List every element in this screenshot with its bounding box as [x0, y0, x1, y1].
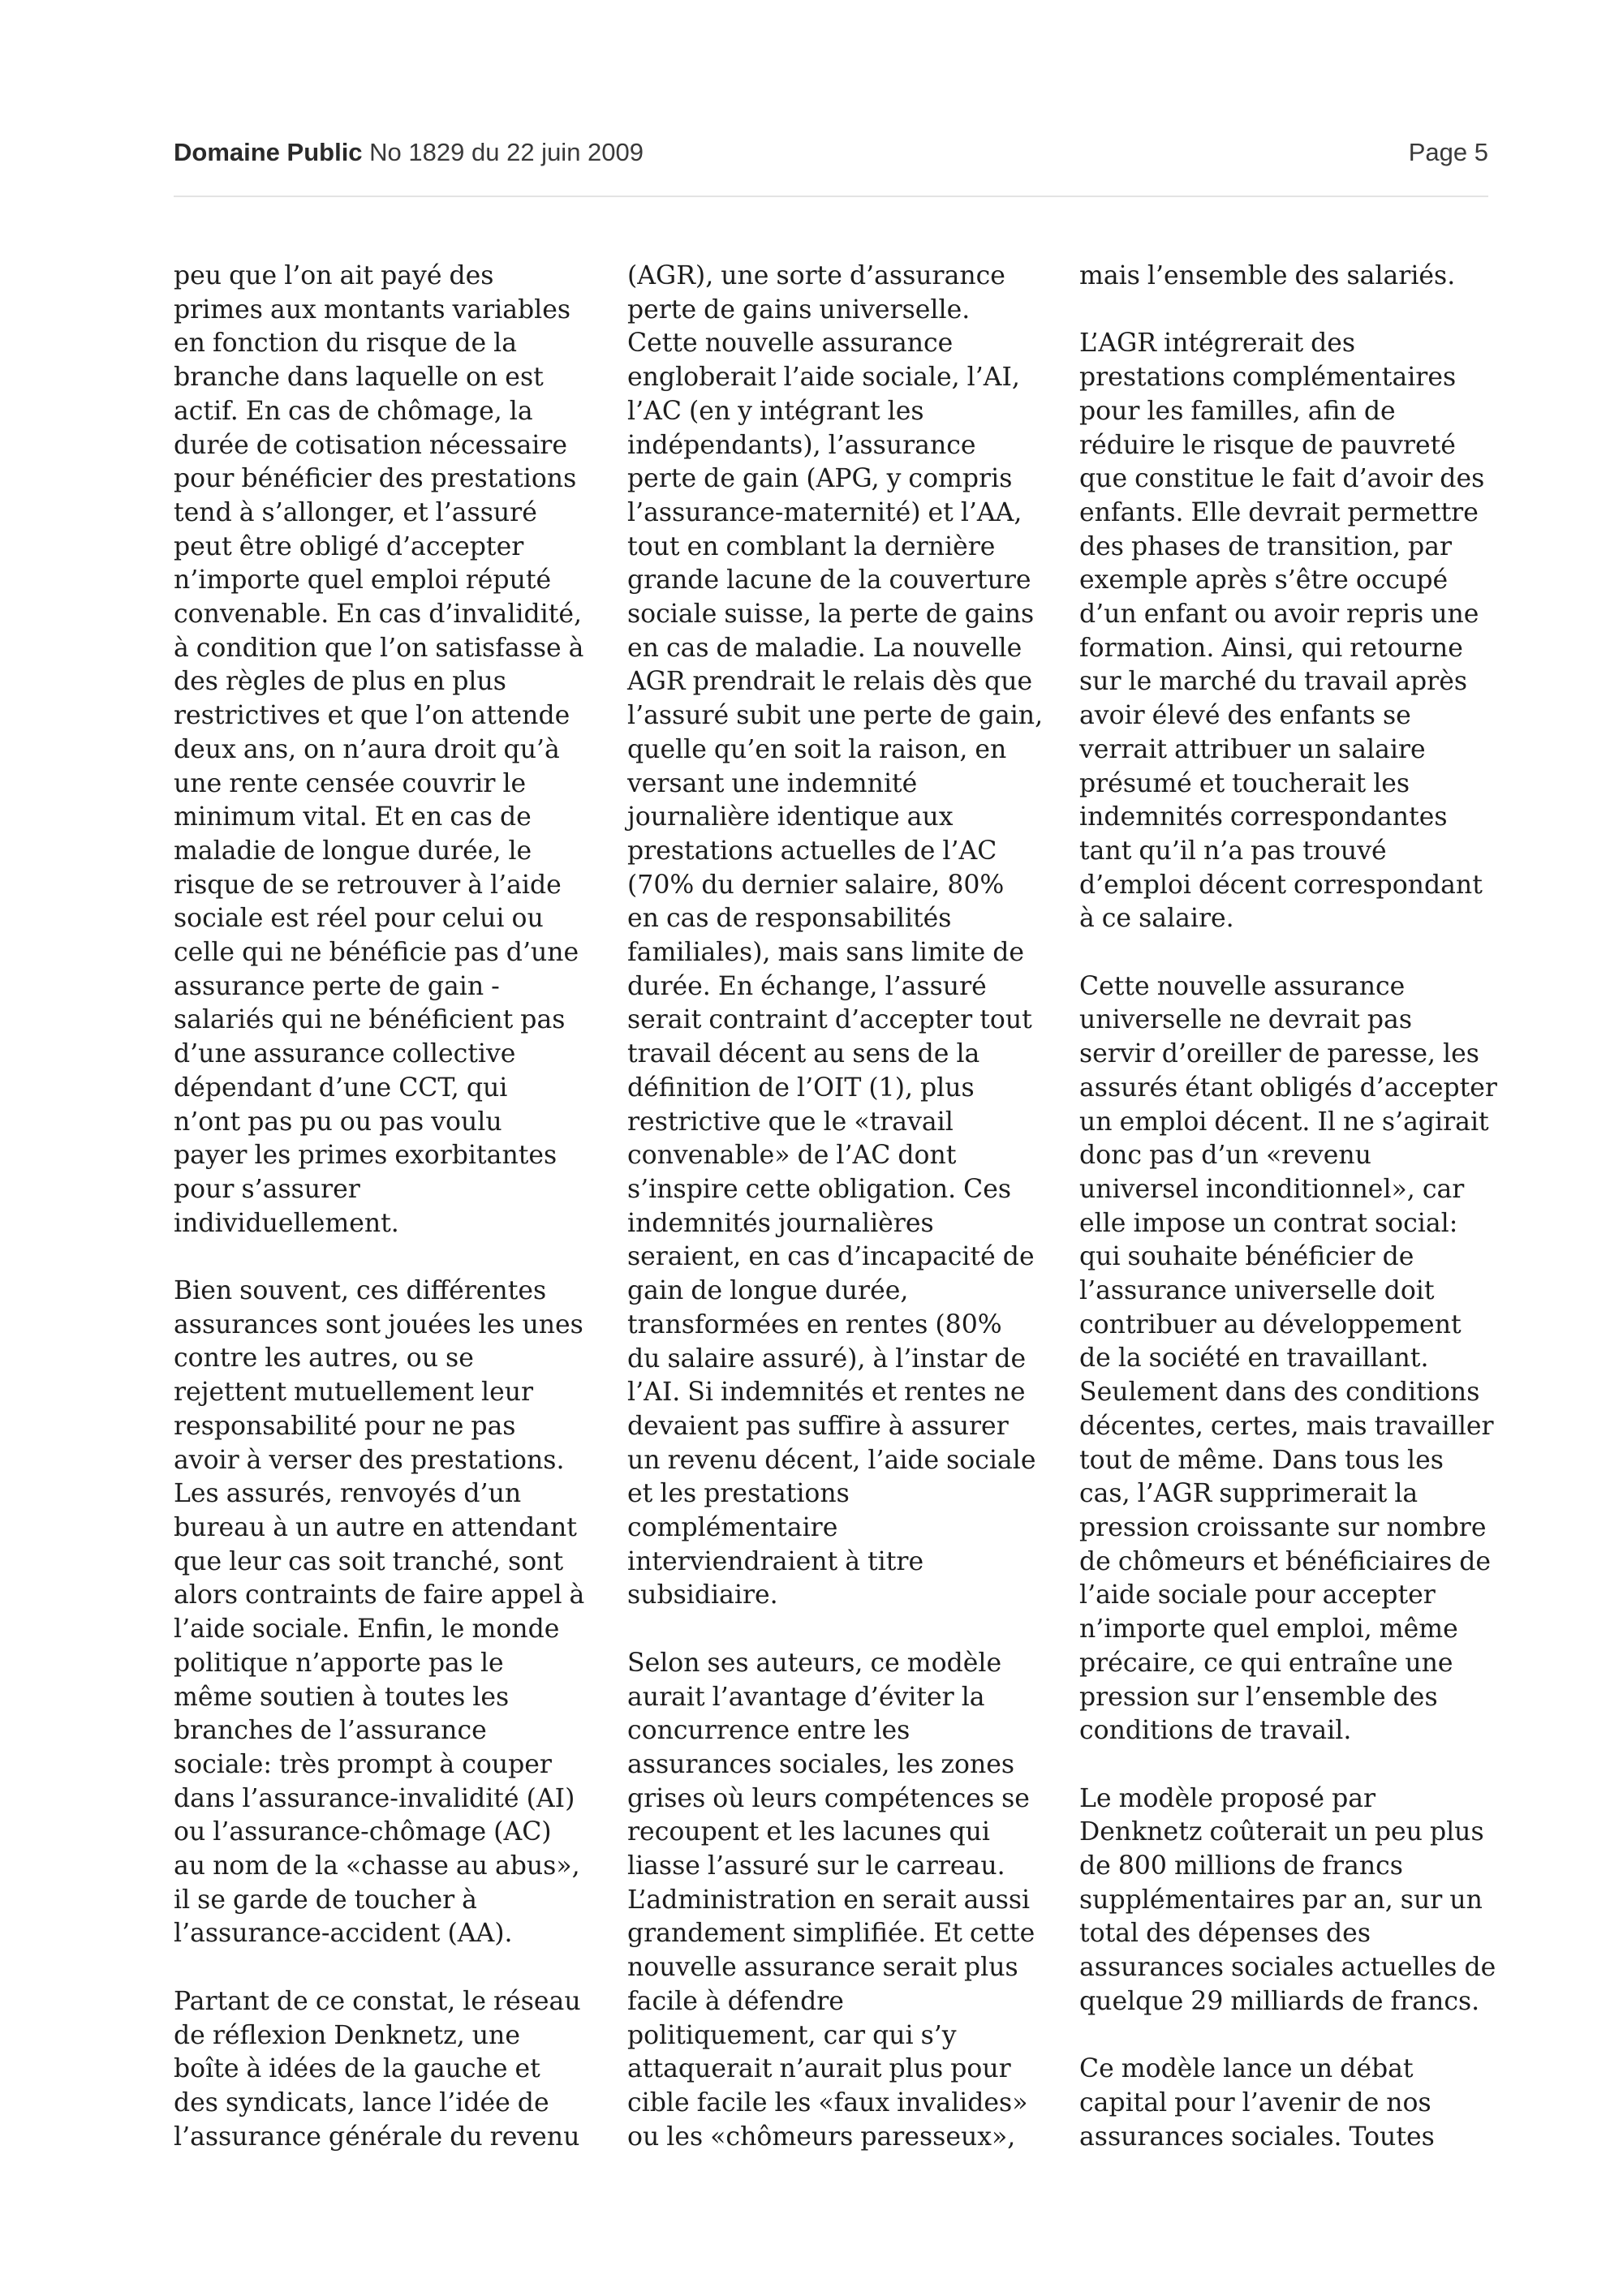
issue-info: No 1829 du 22 juin 2009	[369, 138, 644, 166]
text-column-2	[627, 260, 1049, 2154]
paragraph: Partant de ce constat, le réseau de réflexion Denknetz, une boîte à idées de la gauche et des syndicats, lance l’idée de l’assurance générale du revenu	[174, 1986, 581, 2152]
paragraph: Ce modèle lance un débat capital pour l’avenir de nos assurances sociales. Toutes	[1079, 2054, 1435, 2152]
text-column-3	[1079, 260, 1501, 2154]
paragraph: L’AGR intégrerait des prestations complémentaires pour les familles, afin de réduire le risque de pauvreté que constitue le fait d’avoir des enfants. Elle devrait permettre des phases de transition, par exemple après s’être occupé d’un enfant ou avoir repris une formation. Ainsi, qui retourne sur le marché du travail après avoir élevé des enfants se verrait attribuer un salaire présumé et toucherait les indemnités correspondantes tant qu’il n’a pas trouvé d’emploi décent correspondant à ce salaire.	[1079, 329, 1485, 934]
paragraph: (AGR), une sorte d’assurance perte de gains universelle. Cette nouvelle assurance engloberait l’aide sociale, l’AI, l’AC (en y intégrant les indépendants), l’assurance perte de gain (APG, y compris l’assurance-maternité) et l’AA, tout en comblant la dernière grande lacune de la couverture sociale suisse, la perte de gains en cas de maladie. La nouvelle AGR prendrait le relais dès que l’assuré subit une perte de gain, quelle qu’en soit la raison, en versant une indemnité journalière identique aux prestations actuelles de l’AC (70% du dernier salaire, 80% en cas de responsabilités familiales), mais sans limite de durée. En échange, l’assuré serait contraint d’accepter tout travail décent au sens de la définition de l’OIT (1), plus restrictive que le «travail convenable» de l’AC dont s’inspire cette obligation. Ces indemnités journalières seraient, en cas d’incapacité de gain de longue durée, transformées en rentes (80% du salaire assuré), à l’instar de l’AI. Si indemnités et rentes ne devaient pas suffire à assurer un revenu décent, l’aide sociale et les prestations complémentaire interviendraient à titre subsidiaire.	[627, 261, 1044, 1610]
paragraph: Le modèle proposé par Denknetz coûterait un peu plus de 800 millions de francs supplémentaires par an, sur un total des dépenses des assurances sociales actuelles de quelque 29 milliards de francs.	[1079, 1783, 1496, 2016]
page-header	[174, 132, 1488, 173]
paragraph: mais l’ensemble des salariés.	[1079, 261, 1456, 290]
publication-name: Domaine Public	[174, 138, 363, 166]
paragraph: Cette nouvelle assurance universelle ne devrait pas servir d’oreiller de paresse, les assurés étant obligés d’accepter un emploi décent. Il ne s’agirait donc pas d’un «revenu universel inconditionnel», car elle impose un contrat social: qui souhaite bénéficier de l’assurance universelle doit contribuer au développement de la société en travaillant. Seulement dans des conditions décentes, certes, mais travailler tout de même. Dans tous les cas, l’AGR supprimerait la pression croissante sur nombre de chômeurs et bénéficiaires de l’aide sociale pour accepter n’importe quel emploi, même précaire, ce qui entraîne une pression sur l’ensemble des conditions de travail.	[1079, 971, 1497, 1746]
paragraph: Bien souvent, ces différentes assurances sont jouées les unes contre les autres, ou se rejettent mutuellement leur responsabilité pour ne pas avoir à verser des prestations. Les assurés, renvoyés d’un bureau à un autre en attendant que leur cas soit tranché, sont alors contraints de faire appel à l’aide sociale. Enfin, le monde politique n’apporte pas le même soutien à toutes les branches de l’assurance sociale: très prompt à couper dans l’assurance-invalidité (AI) ou l’assurance-chômage (AC) au nom de la «chasse au abus», il se garde de toucher à l’assurance-accident (AA).	[174, 1276, 585, 1949]
paragraph: Selon ses auteurs, ce modèle aurait l’avantage d’éviter la concurrence entre les assurances sociales, les zones grises où leurs compétences se recoupent et les lacunes qui liasse l’assuré sur le carreau. L’administration en serait aussi grandement simplifiée. Et cette nouvelle assurance serait plus facile à défendre politiquement, car qui s’y attaquerait n’aurait plus pour cible facile les «faux invalides» ou les «chômeurs paresseux»,	[627, 1648, 1035, 2152]
header-divider	[174, 196, 1488, 197]
page-number: Page 5	[1408, 138, 1488, 166]
text-column-1	[174, 260, 596, 2154]
paragraph: peu que l’on ait payé des primes aux montants variables en fonction du risque de la branche dans laquelle on est actif. En cas de chômage, la durée de cotisation nécessaire pour bénéficier des prestations tend à s’allonger, et l’assuré peut être obligé d’accepter n’importe quel emploi réputé convenable. En cas d’invalidité, à condition que l’on satisfasse à des règles de plus en plus restrictives et que l’on attende deux ans, on n’aura droit qu’à une rente censée couvrir le minimum vital. Et en cas de maladie de longue durée, le risque de se retrouver à l’aide sociale est réel pour celui ou celle qui ne bénéficie pas d’une assurance perte de gain - salariés qui ne bénéficient pas d’une assurance collective dépendant d’une CCT, qui n’ont pas pu ou pas voulu payer les primes exorbitantes pour s’assurer individuellement.	[174, 261, 584, 1238]
